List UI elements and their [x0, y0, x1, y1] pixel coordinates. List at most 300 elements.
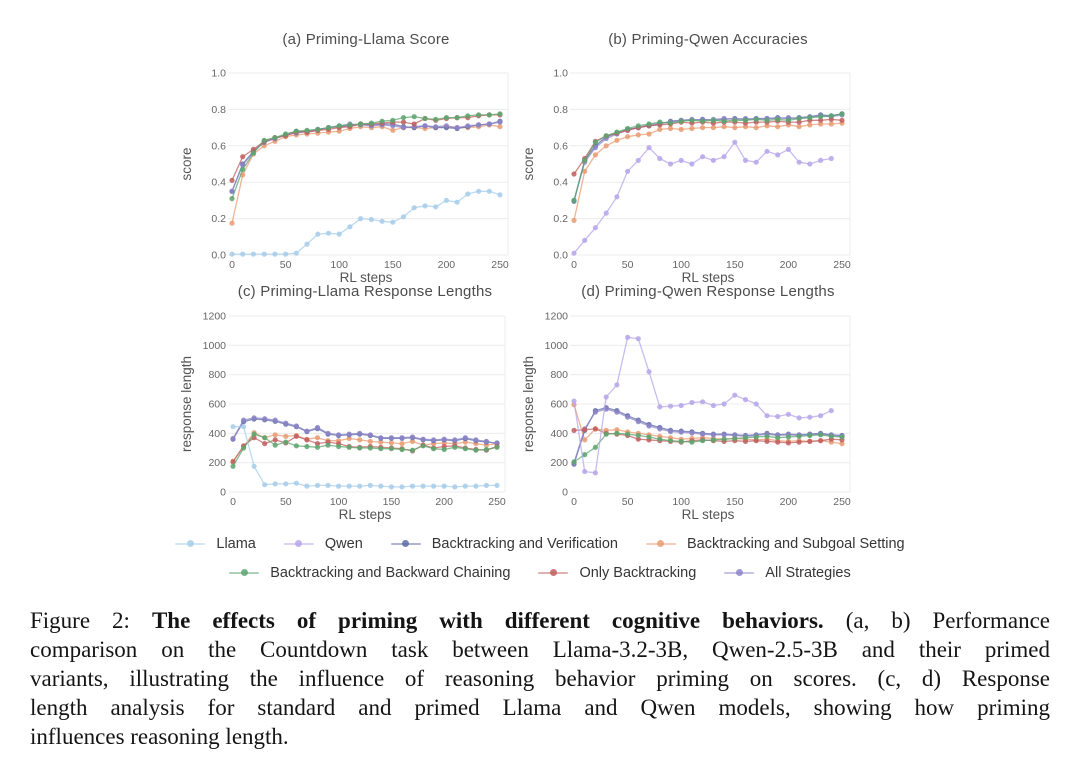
data-point: [829, 408, 834, 413]
data-point: [390, 128, 395, 133]
y-tick-label: 800: [208, 369, 226, 382]
data-point: [604, 211, 609, 216]
data-point: [455, 200, 460, 205]
data-point: [452, 484, 457, 489]
data-point: [294, 129, 299, 134]
data-point: [389, 435, 394, 440]
data-point: [273, 443, 278, 448]
data-point: [358, 216, 363, 221]
data-point: [743, 397, 748, 402]
data-point: [369, 121, 374, 126]
data-point: [829, 434, 834, 439]
legend-marker-icon: [229, 569, 259, 577]
y-tick-label: 0.6: [211, 140, 226, 153]
data-point: [807, 439, 812, 444]
data-point: [679, 430, 684, 435]
data-point: [646, 145, 651, 150]
data-point: [700, 432, 705, 437]
legend-marker-icon: [646, 540, 676, 548]
data-point: [625, 415, 630, 420]
y-tick-label: 800: [550, 369, 568, 382]
data-point: [711, 432, 716, 437]
series-line: [233, 418, 497, 444]
data-point: [347, 484, 352, 489]
x-tick-label: 100: [329, 496, 348, 508]
data-point: [294, 443, 299, 448]
legend-row: [2, 529, 1078, 558]
data-point: [668, 429, 673, 434]
data-point: [421, 437, 426, 442]
data-point: [272, 135, 277, 140]
caption-line: [30, 664, 1050, 693]
data-point: [711, 118, 716, 123]
data-point: [571, 171, 576, 176]
series-line: [574, 123, 842, 220]
legend-label: Backtracking and Subgoal Setting: [686, 535, 905, 552]
data-point: [614, 130, 619, 135]
data-point: [807, 115, 812, 120]
data-point: [743, 435, 748, 440]
y-tick-label: 600: [550, 398, 568, 411]
data-point: [325, 431, 330, 436]
data-point: [452, 445, 457, 450]
caption-text: length analysis for standard and primed Llama and Qwen models, showing how priming: [30, 695, 1050, 720]
series-subgoal: [229, 122, 502, 225]
data-point: [497, 192, 502, 197]
data-point: [262, 416, 267, 421]
data-point: [399, 435, 404, 440]
data-point: [571, 218, 576, 223]
data-point: [272, 252, 277, 257]
data-point: [412, 121, 417, 126]
data-point: [646, 121, 651, 126]
data-point: [304, 437, 309, 442]
caption-text: Figure 2:: [30, 608, 152, 633]
data-point: [797, 160, 802, 165]
data-point: [422, 116, 427, 121]
x-tick-label: 50: [621, 259, 634, 271]
data-point: [711, 437, 716, 442]
data-point: [304, 444, 309, 449]
x-tick-label: 0: [571, 259, 577, 271]
data-point: [294, 434, 299, 439]
data-point: [786, 440, 791, 445]
series-verification: [571, 111, 844, 204]
data-point: [604, 133, 609, 138]
chart-a: [179, 31, 509, 285]
y-tick-label: 0.4: [211, 176, 226, 189]
data-point: [593, 152, 598, 157]
data-point: [646, 131, 651, 136]
data-point: [571, 399, 576, 404]
data-point: [582, 238, 587, 243]
data-point: [251, 151, 256, 156]
data-point: [262, 441, 267, 446]
data-point: [421, 484, 426, 489]
data-point: [722, 401, 727, 406]
series-line: [232, 121, 500, 191]
chart-c: [179, 283, 506, 522]
x-axis-label: RL steps: [339, 270, 393, 285]
data-point: [657, 404, 662, 409]
data-point: [775, 124, 780, 129]
data-point: [732, 125, 737, 130]
data-point: [689, 440, 694, 445]
data-point: [487, 112, 492, 117]
data-point: [401, 115, 406, 120]
data-point: [262, 252, 267, 257]
data-point: [657, 426, 662, 431]
data-point: [230, 436, 235, 441]
data-point: [689, 126, 694, 131]
data-point: [325, 483, 330, 488]
caption-line: [30, 606, 1050, 635]
legend-item: [391, 536, 618, 552]
chart-b: [521, 31, 851, 285]
series-backward: [571, 431, 844, 465]
legend-marker-icon: [175, 540, 205, 548]
x-tick-label: 150: [726, 496, 744, 508]
data-point: [378, 484, 383, 489]
legend-label: Backtracking and Backward Chaining: [270, 564, 511, 581]
data-point: [786, 147, 791, 152]
data-point: [668, 126, 673, 131]
data-point: [347, 122, 352, 127]
data-point: [240, 167, 245, 172]
data-point: [668, 438, 673, 443]
data-point: [433, 204, 438, 209]
data-point: [229, 196, 234, 201]
data-point: [722, 437, 727, 442]
data-point: [240, 154, 245, 159]
data-point: [484, 447, 489, 452]
data-point: [839, 111, 844, 116]
x-tick-label: 100: [330, 259, 348, 271]
data-point: [604, 394, 609, 399]
data-point: [487, 189, 492, 194]
y-tick-label: 0.8: [553, 103, 568, 116]
x-tick-label: 250: [833, 259, 851, 271]
data-point: [754, 125, 759, 130]
data-point: [336, 432, 341, 437]
data-point: [283, 434, 288, 439]
data-point: [283, 421, 288, 426]
data-point: [422, 123, 427, 128]
data-point: [829, 113, 834, 118]
data-point: [251, 252, 256, 257]
data-point: [679, 127, 684, 132]
data-point: [711, 403, 716, 408]
data-point: [357, 437, 362, 442]
data-point: [711, 158, 716, 163]
data-point: [390, 118, 395, 123]
y-tick-label: 200: [550, 457, 568, 470]
data-point: [412, 114, 417, 119]
x-tick-label: 200: [779, 259, 798, 271]
caption-bold-text: The effects of priming with different cognitive behaviors.: [151, 608, 824, 633]
legend-marker-icon: [538, 569, 568, 577]
data-point: [465, 191, 470, 196]
data-point: [410, 434, 415, 439]
x-tick-label: 100: [672, 259, 690, 271]
data-point: [389, 440, 394, 445]
series-llama: [229, 189, 502, 257]
data-point: [473, 448, 478, 453]
data-point: [294, 251, 299, 256]
caption-line: [30, 635, 1050, 664]
data-point: [401, 125, 406, 130]
data-point: [444, 115, 449, 120]
data-point: [593, 410, 598, 415]
data-point: [336, 484, 341, 489]
data-point: [818, 114, 823, 119]
x-tick-label: 150: [726, 259, 744, 271]
data-point: [636, 158, 641, 163]
data-point: [571, 428, 576, 433]
legend-marker-icon: [724, 569, 754, 577]
data-point: [679, 439, 684, 444]
data-point: [614, 431, 619, 436]
data-point: [252, 432, 257, 437]
chart-d: [521, 283, 851, 522]
data-point: [358, 121, 363, 126]
data-point: [786, 412, 791, 417]
data-point: [230, 464, 235, 469]
data-point: [775, 117, 780, 122]
y-axis-label: response length: [179, 355, 194, 453]
data-point: [636, 419, 641, 424]
data-point: [593, 225, 598, 230]
data-point: [465, 113, 470, 118]
data-point: [722, 154, 727, 159]
data-point: [494, 445, 499, 450]
data-point: [571, 198, 576, 203]
legend-label: Backtracking and Verification: [431, 535, 618, 552]
series-all_strategies: [229, 120, 502, 194]
data-point: [240, 252, 245, 257]
data-point: [764, 439, 769, 444]
y-tick-label: 600: [208, 398, 226, 411]
x-tick-label: 250: [491, 259, 509, 271]
data-point: [315, 483, 320, 488]
caption-text: comparison on the Countdown task between Llama-3.2-3B, Qwen-2.5-3B and their primed: [30, 637, 1050, 662]
data-point: [368, 439, 373, 444]
data-point: [463, 446, 468, 451]
chart-title: (d) Priming-Qwen Response Lengths: [581, 283, 835, 300]
data-point: [452, 437, 457, 442]
y-axis-label: score: [179, 147, 194, 181]
data-point: [283, 481, 288, 486]
caption-text: influences reasoning length.: [30, 724, 289, 749]
series-qwen: [571, 335, 834, 476]
x-tick-label: 250: [833, 496, 851, 508]
data-point: [444, 123, 449, 128]
data-point: [304, 128, 309, 133]
data-point: [241, 418, 246, 423]
data-point: [304, 242, 309, 247]
chart-title: (b) Priming-Qwen Accuracies: [608, 31, 808, 48]
data-point: [273, 481, 278, 486]
data-point: [807, 161, 812, 166]
data-point: [368, 445, 373, 450]
x-axis-label: RL steps: [338, 507, 392, 522]
data-point: [252, 464, 257, 469]
series-qwen: [571, 140, 834, 256]
chart-title: (c) Priming-Llama Response Lengths: [237, 283, 493, 300]
data-point: [582, 427, 587, 432]
data-point: [732, 436, 737, 441]
data-point: [463, 484, 468, 489]
data-point: [336, 444, 341, 449]
data-point: [442, 484, 447, 489]
x-tick-label: 200: [437, 259, 456, 271]
data-point: [636, 123, 641, 128]
data-point: [700, 125, 705, 130]
data-point: [326, 231, 331, 236]
data-point: [646, 423, 651, 428]
data-point: [743, 158, 748, 163]
data-point: [283, 131, 288, 136]
data-point: [797, 434, 802, 439]
series-backward: [230, 432, 499, 469]
data-point: [401, 214, 406, 219]
legend-label: All Strategies: [765, 564, 851, 581]
data-point: [689, 400, 694, 405]
y-tick-label: 0: [562, 486, 568, 499]
data-point: [455, 115, 460, 120]
data-point: [399, 441, 404, 446]
y-axis-label: score: [521, 147, 536, 181]
legend-label: Qwen: [324, 535, 363, 552]
data-point: [315, 127, 320, 132]
data-point: [273, 437, 278, 442]
data-point: [625, 126, 630, 131]
y-tick-label: 0.2: [553, 213, 568, 226]
data-point: [431, 446, 436, 451]
data-point: [818, 413, 823, 418]
data-point: [455, 125, 460, 130]
data-point: [775, 152, 780, 157]
data-point: [369, 217, 374, 222]
data-point: [431, 484, 436, 489]
data-point: [368, 432, 373, 437]
figure-legend: [2, 529, 1078, 587]
data-point: [433, 117, 438, 122]
data-point: [614, 382, 619, 387]
data-point: [494, 483, 499, 488]
data-point: [476, 112, 481, 117]
data-point: [775, 414, 780, 419]
data-point: [412, 205, 417, 210]
data-point: [315, 425, 320, 430]
legend-marker-icon: [391, 540, 421, 548]
data-point: [476, 189, 481, 194]
y-tick-label: 0: [220, 486, 226, 499]
x-tick-label: 50: [279, 259, 292, 271]
data-point: [357, 484, 362, 489]
data-point: [786, 434, 791, 439]
y-tick-label: 1000: [202, 339, 226, 352]
data-point: [444, 198, 449, 203]
data-point: [764, 413, 769, 418]
y-tick-label: 0.6: [553, 140, 568, 153]
data-point: [497, 124, 502, 129]
data-point: [325, 443, 330, 448]
data-point: [571, 459, 576, 464]
data-point: [497, 120, 502, 125]
data-point: [679, 403, 684, 408]
data-point: [646, 369, 651, 374]
data-point: [700, 119, 705, 124]
data-point: [582, 158, 587, 163]
data-point: [679, 119, 684, 124]
data-point: [401, 120, 406, 125]
data-point: [433, 124, 438, 129]
data-point: [241, 445, 246, 450]
data-point: [337, 232, 342, 237]
data-point: [668, 161, 673, 166]
data-point: [273, 418, 278, 423]
legend-item: [538, 565, 696, 581]
data-point: [347, 224, 352, 229]
data-point: [484, 439, 489, 444]
y-tick-label: 1200: [544, 310, 568, 323]
x-tick-label: 150: [384, 259, 402, 271]
y-tick-label: 1000: [544, 339, 568, 352]
data-point: [252, 415, 257, 420]
data-point: [657, 156, 662, 161]
data-point: [700, 154, 705, 159]
series-line: [232, 191, 500, 254]
data-point: [431, 437, 436, 442]
data-point: [368, 483, 373, 488]
data-point: [818, 158, 823, 163]
data-point: [230, 424, 235, 429]
data-point: [497, 111, 502, 116]
data-point: [625, 432, 630, 437]
data-point: [357, 431, 362, 436]
data-point: [732, 393, 737, 398]
data-point: [700, 438, 705, 443]
data-point: [315, 232, 320, 237]
data-point: [636, 336, 641, 341]
data-point: [722, 119, 727, 124]
data-point: [657, 127, 662, 132]
data-point: [807, 415, 812, 420]
data-point: [625, 134, 630, 139]
data-point: [700, 399, 705, 404]
data-point: [818, 432, 823, 437]
data-point: [304, 484, 309, 489]
data-point: [689, 118, 694, 123]
x-tick-label: 0: [230, 496, 236, 508]
data-point: [390, 220, 395, 225]
data-point: [315, 445, 320, 450]
data-point: [347, 445, 352, 450]
legend-label: Only Backtracking: [579, 564, 697, 581]
data-point: [636, 132, 641, 137]
data-point: [625, 335, 630, 340]
data-point: [389, 446, 394, 451]
x-tick-label: 150: [382, 496, 401, 508]
caption-text: (a, b) Performance: [823, 608, 1050, 633]
data-point: [229, 178, 234, 183]
data-point: [378, 446, 383, 451]
data-point: [294, 481, 299, 486]
y-tick-label: 1.0: [211, 67, 226, 80]
legend-marker-icon: [284, 540, 314, 548]
data-point: [399, 447, 404, 452]
